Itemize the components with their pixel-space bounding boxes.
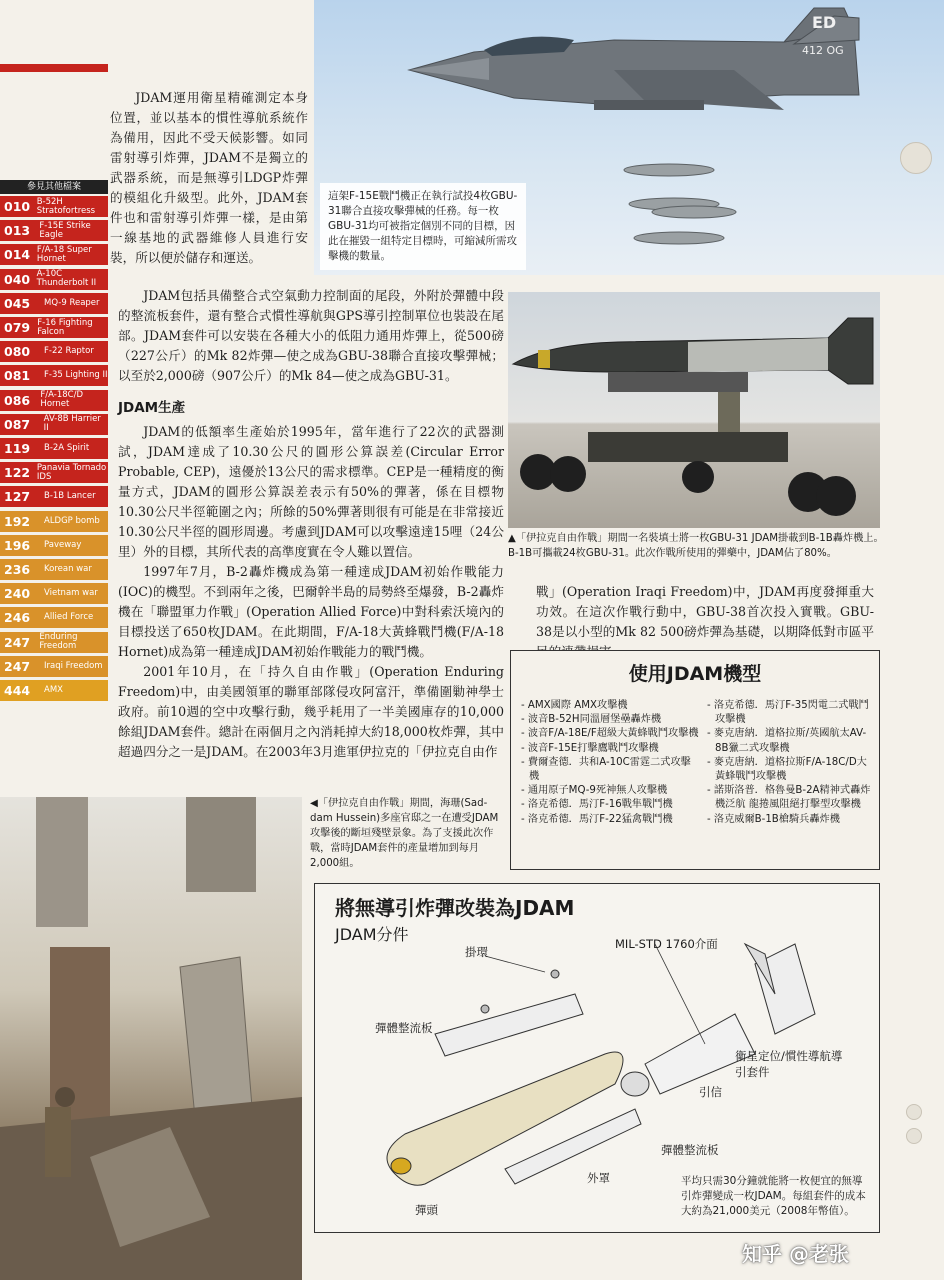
sidebar-item (0, 656, 108, 677)
sidebar-item (0, 511, 108, 532)
sidebar-item (0, 632, 108, 653)
jdam-aircraft-box (510, 650, 880, 870)
f15e-caption: 這架F-15E戰鬥機正在執行試投4枚GBU-31聯合直接攻擊彈械的任務。每一枚GBU-31均可被指定個別不同的目標，因此在摧毀一組特定目標時，可縮減所需攻擊機的數量。 (320, 183, 526, 270)
aircraft-list-item: - 波音F-15E打擊鷹戰鬥攻擊機 (521, 742, 659, 754)
aircraft-list-item: - 洛克希德．馬汀F-35閃電二式戰鬥攻擊機 (707, 700, 869, 726)
sidebar-item (0, 438, 108, 459)
sidebar-item-number: 081 (4, 368, 31, 384)
sidebar-item (0, 269, 108, 290)
sidebar-item-title: F-35 Lighting II (44, 370, 108, 381)
jdam-aircraft-title: 使用JDAM機型 (628, 663, 762, 685)
sidebar-item-number: 080 (4, 344, 31, 360)
aircraft-list-item: - 洛克希德．馬汀F-22猛禽戰鬥機 (521, 813, 673, 825)
sidebar-item-number: 013 (4, 223, 31, 239)
binder-hole (900, 142, 932, 174)
sidebar-item-number: 127 (4, 489, 31, 505)
sidebar-item-number: 444 (4, 683, 31, 698)
sidebar-item-title: Iraqi Freedom (44, 660, 103, 671)
sidebar-item-title: F-16 Fighting Falcon (37, 317, 93, 337)
sidebar-item-title: AMX (44, 685, 63, 695)
article-paragraph-4: 1997年7月，B-2轟炸機成為第一種達成JDAM初始作戰能力(IOC)的機型。不到兩年之後，巴爾幹半島的局勢終至爆發，B-2轟炸機在「聯盟軍力作戰」(Operation Allied Force)中對科索沃境內的目標投送了650枚JDAM。在此期間，F/A-18大黃蜂戰鬥機(F/A-18 Hornet)成為第一種達成JDAM初始作戰能力的戰鬥機。 (118, 564, 504, 659)
article-paragraph-5: 2001年10月，在「持久自由作戰」(Operation Enduring Freedom)中，由美國領軍的聯軍部隊侵攻阿富汗，準備圍勦神學士政府。前10週的空中攻擊行動，幾乎耗用了一半美國庫存的10,000餘組JDAM套件。總計在兩個月之內消耗掉大約18,000枚炸彈，其中超過四分之一是JDAM。在2003年3月進軍伊拉克的「伊拉克自由作 (118, 664, 504, 759)
diagram-title: 將無導引炸彈改裝為JDAM (335, 896, 575, 920)
sidebar-item (0, 680, 108, 701)
sidebar-item-title: MQ-9 Reaper (44, 297, 100, 308)
sidebar-item (0, 607, 108, 628)
label-lug: 掛環 (465, 945, 488, 959)
sidebar-item-title: A-10C Thunderbolt II (36, 269, 97, 289)
sidebar-item (0, 535, 108, 556)
aircraft-list-item: - 洛克威爾B-1B槍騎兵轟炸機 (707, 813, 840, 825)
label-strake-bottom: 彈體整流板 (661, 1143, 719, 1157)
sidebar-item-number: 014 (4, 247, 31, 263)
label-shroud: 外罩 (587, 1171, 610, 1185)
sidebar-item-title: F-15E Strike Eagle (39, 220, 91, 240)
sidebar-item-number: 247 (4, 658, 31, 674)
diagram-note: 平均只需30分鐘就能將一枚便宜的無導引炸彈變成一枚JDAM。每組套件的成本大約為21,000美元（2008年幣值）。 (681, 1175, 866, 1217)
sidebar-top-bar (0, 64, 108, 72)
sidebar-item (0, 317, 108, 338)
sidebar-item-title: Allied Force (44, 612, 94, 623)
aircraft-list-item: - 麥克唐納．道格拉斯/英國航太AV-8B獵二式攻擊機 (707, 728, 867, 754)
sidebar-item-title: F-22 Raptor (44, 346, 94, 357)
sidebar-item-title: Paveway (44, 539, 82, 550)
aircraft-list-item: - 波音F/A-18E/F超級大黃蜂戰鬥攻擊機 (521, 728, 699, 740)
palace-ruins-photo (0, 797, 302, 1280)
sidebar-item-number: 236 (4, 562, 31, 577)
tail-number: 412 OG (802, 44, 844, 57)
sidebar-item-title: Vietnam war (44, 588, 98, 599)
article-paragraph-3: JDAM的低額率生產始於1995年，當年進行了22次的武器測試，JDAM達成了10.30公尺的圓形公算誤差(Circular Error Probable, CEP)，遠優於13公尺的需求標準。CEP是一種精度的衡量方式，JDAM的圓形公算誤差表示有50%的彈著，係在目標物10.30公尺半徑範圍之內；所餘的50%彈著則很有可能是在非常接近10.30公尺半徑的圓形周邊。考慮到JDAM可以攻擊遠達15哩（24公里）外的目標，其所代表的高準度實在令人難以置信。 (118, 424, 504, 559)
sidebar-item-number: 045 (4, 295, 31, 311)
sidebar-item-title: Panavia Tornado IDS (36, 462, 107, 482)
sidebar-item-number: 196 (4, 537, 31, 553)
binder-hole (906, 1128, 922, 1144)
aircraft-list-item: - 洛克希德．馬汀F-16戰隼戰鬥機 (521, 799, 673, 811)
aircraft-list-item: - 波音B-52H同溫層堡壘轟炸機 (521, 714, 662, 726)
aircraft-list-right (707, 699, 873, 827)
sidebar-item (0, 583, 108, 604)
sidebar-item-title: B-52H Stratofortress (36, 196, 96, 216)
palace-ruins-caption: ◀「伊拉克自由作戰」期間，海珊(Sad-dam Hussein)多座官邸之一在遭受JDAM攻擊後的斷垣殘壁景象。為了支援此次作戰，當時JDAM套件的產量增加到每月2,000組。 (310, 798, 499, 869)
sidebar-item-number: 086 (4, 392, 31, 408)
aircraft-list-item: - 諾斯洛普．格魯曼B-2A精神式轟炸機泛航 龍捲風阻絕打擊型攻擊機 (707, 785, 871, 811)
label-guidance-kit: 衛星定位/慣性導航導引套件 (735, 1049, 843, 1079)
sidebar-item (0, 390, 108, 411)
binder-hole (906, 1104, 922, 1120)
sidebar-item-title: Enduring Freedom (39, 632, 78, 652)
sidebar-item-title: B-2A Spirit (44, 443, 90, 453)
article-column-main (118, 286, 504, 762)
gbu31-illustration (508, 292, 880, 528)
gbu31-caption: ▲「伊拉克自由作戰」期間一名裝填士將一枚GBU-31 JDAM掛載到B-1B轟炸機上。B-1B可攜載24枚GBU-31。此次作戰所使用的彈藥中，JDAM佔了80%。 (508, 533, 884, 559)
aircraft-list-left (521, 699, 701, 827)
sidebar-item (0, 462, 108, 483)
article-paragraph-1: JDAM運用衛星精確測定本身位置，並以基本的慣性導航系統作為備用，因此不受天候影響。如同雷射導引炸彈，JDAM不是獨立的武器系統，而是無導引LDGP炸彈的模組化升級型。此外，JDAM套件也和雷射導引炸彈一樣，是由第一線基地的武器維修人員進行安裝，所以便於儲存和運送。 (110, 90, 308, 265)
sidebar-header: 參見其他檔案 (0, 180, 108, 194)
sidebar-item-number: 079 (4, 320, 31, 335)
palace-ruins-illustration (0, 797, 302, 1280)
sidebar-item-title: ALDGP bomb (44, 515, 100, 526)
aircraft-list-item: - 通用原子MQ-9死神無人攻擊機 (521, 785, 668, 797)
label-warhead: 彈頭 (415, 1203, 438, 1217)
sidebar-item (0, 414, 108, 435)
sidebar-item-title: AV-8B Harrier II (43, 414, 101, 434)
sidebar-item-title: Korean war (44, 564, 92, 574)
sidebar-item (0, 196, 108, 217)
sidebar-item-title: F/A-18 Super Hornet (36, 244, 92, 264)
diagram-subtitle: JDAM分件 (335, 925, 409, 944)
sidebar-item (0, 559, 108, 580)
section-heading-production: JDAM生產 (118, 400, 186, 416)
article-paragraph-6: 戰」(Operation Iraqi Freedom)中，JDAM再度發揮重大功效。在這次作戰行動中，GBU-38首次投入實戰。GBU-38是以小型的Mk 82 500磅炸彈為基礎，以期降低對市區平 (536, 584, 874, 639)
tail-code: ED (812, 13, 837, 32)
sidebar-item-title: B-1B Lancer (44, 491, 96, 502)
article-column-top (110, 88, 308, 268)
sidebar-item-number: 122 (4, 465, 31, 481)
sidebar-item-number: 247 (4, 634, 31, 650)
sidebar-item (0, 365, 108, 386)
aircraft-list-item: - AMX國際 AMX攻擊機 (521, 700, 628, 711)
sidebar-item (0, 486, 108, 507)
jdam-components-diagram (314, 883, 880, 1233)
aircraft-list-item: - 費爾查德．共和A-10C雷霆二式攻擊機 (521, 756, 691, 783)
watermark: 知乎 @老张 (742, 1242, 849, 1266)
label-fuze: 引信 (699, 1085, 722, 1099)
gbu31-loading-photo (508, 292, 880, 528)
sidebar-item (0, 341, 108, 362)
sidebar-item (0, 244, 108, 265)
sidebar-item-number: 040 (4, 271, 31, 287)
sidebar-item (0, 220, 108, 241)
sidebar-item (0, 293, 108, 314)
aircraft-list-item: - 麥克唐納．道格拉斯F/A-18C/D大黃蜂戰鬥攻擊機 (707, 756, 867, 783)
article-paragraph-2: JDAM包括具備整合式空氣動力控制面的尾段，外附於彈體中段的整流板套件，還有整合式慣性導航與GPS導引控制單位也裝設在尾部。JDAM套件可以安裝在各種大小的低阻力通用炸彈上，從500磅（227公斤）的Mk 82炸彈—使之成為GBU-38聯合直接攻擊彈械；以至於2,000磅（907公斤）的Mk 84—使之成為GBU-31。 (118, 288, 504, 383)
sidebar-item-number: 246 (4, 610, 31, 626)
label-mil-std: MIL-STD 1760介面 (615, 937, 718, 951)
sidebar-item-number: 010 (4, 199, 31, 214)
sidebar-item-number: 087 (4, 416, 31, 432)
sidebar-item-title: F/A-18C/D Hornet (40, 390, 84, 410)
sidebar-item-number: 240 (4, 586, 31, 602)
label-strake-top: 彈體整流板 (375, 1021, 433, 1035)
sidebar-item-number: 119 (4, 441, 31, 456)
sidebar-item-number: 192 (4, 513, 31, 529)
